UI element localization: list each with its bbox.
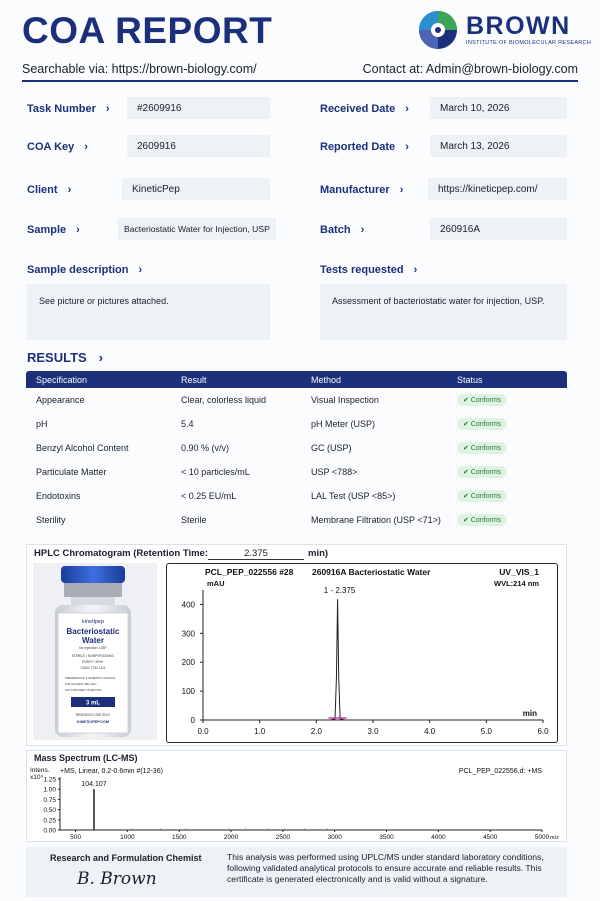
chemist-title: Research and Formulation Chemist: [50, 853, 202, 863]
col-status: Status: [457, 374, 483, 385]
vial-note-3: NOT FOR DIRECT INJECTION: [65, 689, 102, 692]
ms-x-tick-label: 5000: [534, 834, 550, 841]
reported-date-label: Reported Date ›: [320, 141, 409, 153]
col-result: Result: [181, 374, 207, 385]
sample-description-label: Sample description ›: [27, 264, 143, 276]
batch-label: Batch ›: [320, 224, 365, 236]
spec-cell: Benzyl Alcohol Content: [36, 443, 129, 453]
chrom-wavelength: WVL:214 nm: [493, 579, 539, 588]
chevron-right-icon: ›: [67, 184, 72, 196]
manufacturer-label: Manufacturer ›: [320, 184, 404, 196]
ms-xlabel: m/z: [550, 835, 559, 841]
result-cell: Sterile: [181, 515, 207, 525]
vial-footer-2: KINETICPEP.COM: [76, 720, 110, 724]
vial-product-1: Bacteriostatic: [66, 627, 120, 636]
ms-x-tick-label: 1500: [171, 834, 187, 841]
spec-cell: Particulate Matter: [36, 467, 107, 477]
col-specification: Specification: [36, 374, 88, 385]
chrom-xlabel: min: [522, 709, 537, 718]
spec-cell: Endotoxins: [36, 491, 81, 501]
ms-y-tick-label: 0.00: [43, 827, 56, 835]
vial-product-2: Water: [82, 636, 104, 645]
vial-photo: [33, 563, 157, 740]
vial-image: [33, 563, 157, 740]
ms-x-tick-label: 3000: [327, 834, 342, 841]
chrom-peak-label: 1 - 2.375: [323, 586, 356, 596]
spec-cell: Appearance: [36, 395, 85, 405]
coa-key-label: COA Key ›: [27, 141, 88, 153]
chevron-right-icon: ›: [98, 350, 104, 365]
chrom-header-right: UV_VIS_1: [499, 567, 539, 577]
method-cell: USP <788>: [311, 467, 358, 477]
vial-cas: CAS#: 7732-18-5: [80, 666, 106, 670]
chrom-x-tick-label: 5.0: [480, 727, 492, 736]
chrom-trace: [203, 599, 543, 720]
tests-requested-value: Assessment of bacteriostatic water for injection, USP.: [320, 284, 567, 340]
chrom-x-tick-label: 1.0: [254, 727, 266, 736]
chrom-x-tick-label: 0.0: [197, 727, 209, 736]
chrom-header-left: PCL_PEP_022556 #28: [205, 567, 294, 577]
method-cell: Visual Inspection: [311, 395, 379, 405]
ms-header-left: +MS, Linear, 0.2-0.6min #(12-36): [60, 768, 163, 775]
chevron-right-icon: ›: [405, 103, 409, 115]
vial-brand: kinetipep: [81, 619, 105, 625]
ms-y-tick-label: 1.00: [43, 786, 56, 794]
table-row: [26, 388, 567, 412]
ms-x-tick-label: 2500: [275, 834, 291, 841]
vial-note-2: FOR SOLVENT USE ONLY: [65, 683, 97, 686]
spec-cell: pH: [36, 419, 48, 429]
method-cell: LAL Test (USP <85>): [311, 491, 396, 501]
vial-purity: PURITY: 99%+: [82, 660, 104, 664]
chrom-y-tick-label: 400: [181, 600, 195, 610]
chevron-right-icon: ›: [360, 224, 365, 236]
vial-subtitle: for Injection, USP: [79, 646, 107, 650]
chevron-right-icon: ›: [105, 103, 110, 115]
reported-date-value: March 13, 2026: [430, 135, 567, 157]
mass-spectrum-chart: [26, 763, 567, 842]
status-badge: ✔ Conforms: [457, 514, 507, 526]
result-cell: Clear, colorless liquid: [181, 395, 267, 405]
chrom-ylabel: mAU: [207, 579, 225, 588]
ms-header-right: PCL_PEP_022556.d: +MS: [458, 768, 542, 775]
table-row: [26, 460, 567, 484]
status-badge: ✔ Conforms: [457, 394, 507, 406]
contact-email[interactable]: Contact at: Admin@brown-biology.com: [362, 62, 578, 76]
table-row: [26, 436, 567, 460]
signature: B. Brown: [77, 869, 157, 889]
tests-requested-label: Tests requested ›: [320, 264, 418, 276]
manufacturer-value[interactable]: https://kineticpep.com/: [428, 178, 567, 200]
vial-note-1: PRESERVATIVE: 0.9% BENZYL ALCOHOL: [65, 677, 116, 680]
coa-key-value: 2609916: [127, 135, 270, 157]
results-header-row: [26, 371, 567, 388]
method-cell: pH Meter (USP): [311, 419, 376, 429]
chrom-y-tick-label: 0: [190, 716, 195, 725]
method-cell: Membrane Filtration (USP <71>): [311, 515, 441, 525]
client-value: KineticPep: [122, 178, 270, 200]
brand-subtitle: INSTITUTE OF BIOMOLECULAR RESEARCH: [466, 40, 592, 46]
vial-volume: 3 mL: [85, 700, 101, 707]
results-heading: RESULTS ›: [27, 350, 104, 365]
chevron-right-icon: ›: [413, 264, 418, 276]
method-cell: GC (USP): [311, 443, 352, 453]
sample-label: Sample ›: [27, 224, 80, 236]
chrom-header-center: 260916A Bacteriostatic Water: [312, 567, 431, 577]
table-row: [26, 484, 567, 508]
chevron-right-icon: ›: [84, 141, 88, 153]
chrom-x-tick-label: 2.0: [310, 727, 322, 736]
hplc-title: HPLC Chromatogram (Retention Time:: [34, 548, 209, 559]
ms-peak-label: 104.107: [81, 781, 107, 789]
received-date-value: March 10, 2026: [430, 97, 567, 119]
ms-y-tick-label: 0.25: [43, 817, 56, 825]
results-table: [26, 371, 567, 532]
chrom-x-tick-label: 3.0: [367, 727, 379, 736]
ms-multiplier: x10⁹: [30, 774, 44, 781]
ms-x-tick-label: 4500: [482, 834, 498, 841]
disclaimer-text: This analysis was performed using UPLC/MS under standard laboratory conditions, following validated analytical protocols to ensure accurate and reliable results. This certificate is generated electronically and is valid without a signature.: [227, 852, 544, 884]
ms-x-tick-label: 4000: [431, 834, 446, 841]
sample-description-value: See picture or pictures attached.: [27, 284, 270, 340]
retention-time-unit: min): [308, 548, 329, 559]
header-divider: [22, 80, 578, 82]
chrom-y-tick-label: 200: [181, 658, 195, 668]
ms-y-tick-label: 1.25: [43, 776, 56, 784]
table-row: [26, 508, 567, 532]
sample-value: Bacteriostatic Water for Injection, USP: [118, 218, 276, 240]
result-cell: < 10 particles/mL: [181, 467, 250, 477]
ms-y-tick-label: 0.75: [43, 796, 56, 804]
received-date-label: Received Date ›: [320, 103, 409, 115]
chrom-x-tick-label: 4.0: [424, 727, 436, 736]
result-cell: 5.4: [181, 419, 194, 429]
report-title: COA REPORT: [22, 10, 273, 51]
status-badge: ✔ Conforms: [457, 442, 507, 454]
spec-cell: Sterility: [36, 515, 66, 525]
ms-ylabel: Intens.: [30, 767, 50, 774]
ms-x-tick-label: 500: [70, 834, 81, 841]
chromatogram-chart: [167, 564, 556, 741]
vial-line1: STERILE • NONPYROGENIC: [71, 654, 115, 658]
client-label: Client ›: [27, 184, 72, 196]
task-number-label: Task Number ›: [27, 103, 110, 115]
vial-footer-1: RESEARCH USE ONLY: [75, 713, 111, 717]
chrom-x-tick-label: 6.0: [537, 727, 549, 736]
mass-spectrum-title: Mass Spectrum (LC-MS): [34, 753, 138, 763]
chevron-right-icon: ›: [405, 141, 409, 153]
brown-logo-icon: [418, 10, 458, 50]
ms-y-tick-label: 0.50: [43, 807, 56, 815]
chrom-y-tick-label: 300: [181, 629, 195, 639]
status-badge: ✔ Conforms: [457, 418, 507, 430]
chevron-right-icon: ›: [399, 184, 404, 196]
chrom-y-tick-label: 100: [181, 687, 195, 697]
ms-x-tick-label: 1000: [120, 834, 135, 841]
col-method: Method: [311, 374, 342, 385]
ms-x-tick-label: 2000: [223, 834, 239, 841]
retention-time-value: 2.375: [208, 548, 304, 560]
status-badge: ✔ Conforms: [457, 490, 507, 502]
chromatogram-frame: [166, 563, 558, 743]
searchable-link[interactable]: Searchable via: https://brown-biology.com/: [22, 62, 257, 76]
brand-name: BROWN: [466, 12, 571, 40]
result-cell: < 0.25 EU/mL: [181, 491, 237, 501]
task-number-value: #2609916: [127, 97, 270, 119]
chevron-right-icon: ›: [76, 224, 80, 236]
chevron-right-icon: ›: [138, 264, 143, 276]
ms-x-tick-label: 3500: [379, 834, 394, 841]
result-cell: 0.90 % (v/v): [181, 443, 230, 453]
status-badge: ✔ Conforms: [457, 466, 507, 478]
batch-value: 260916A: [430, 218, 567, 240]
table-row: [26, 412, 567, 436]
